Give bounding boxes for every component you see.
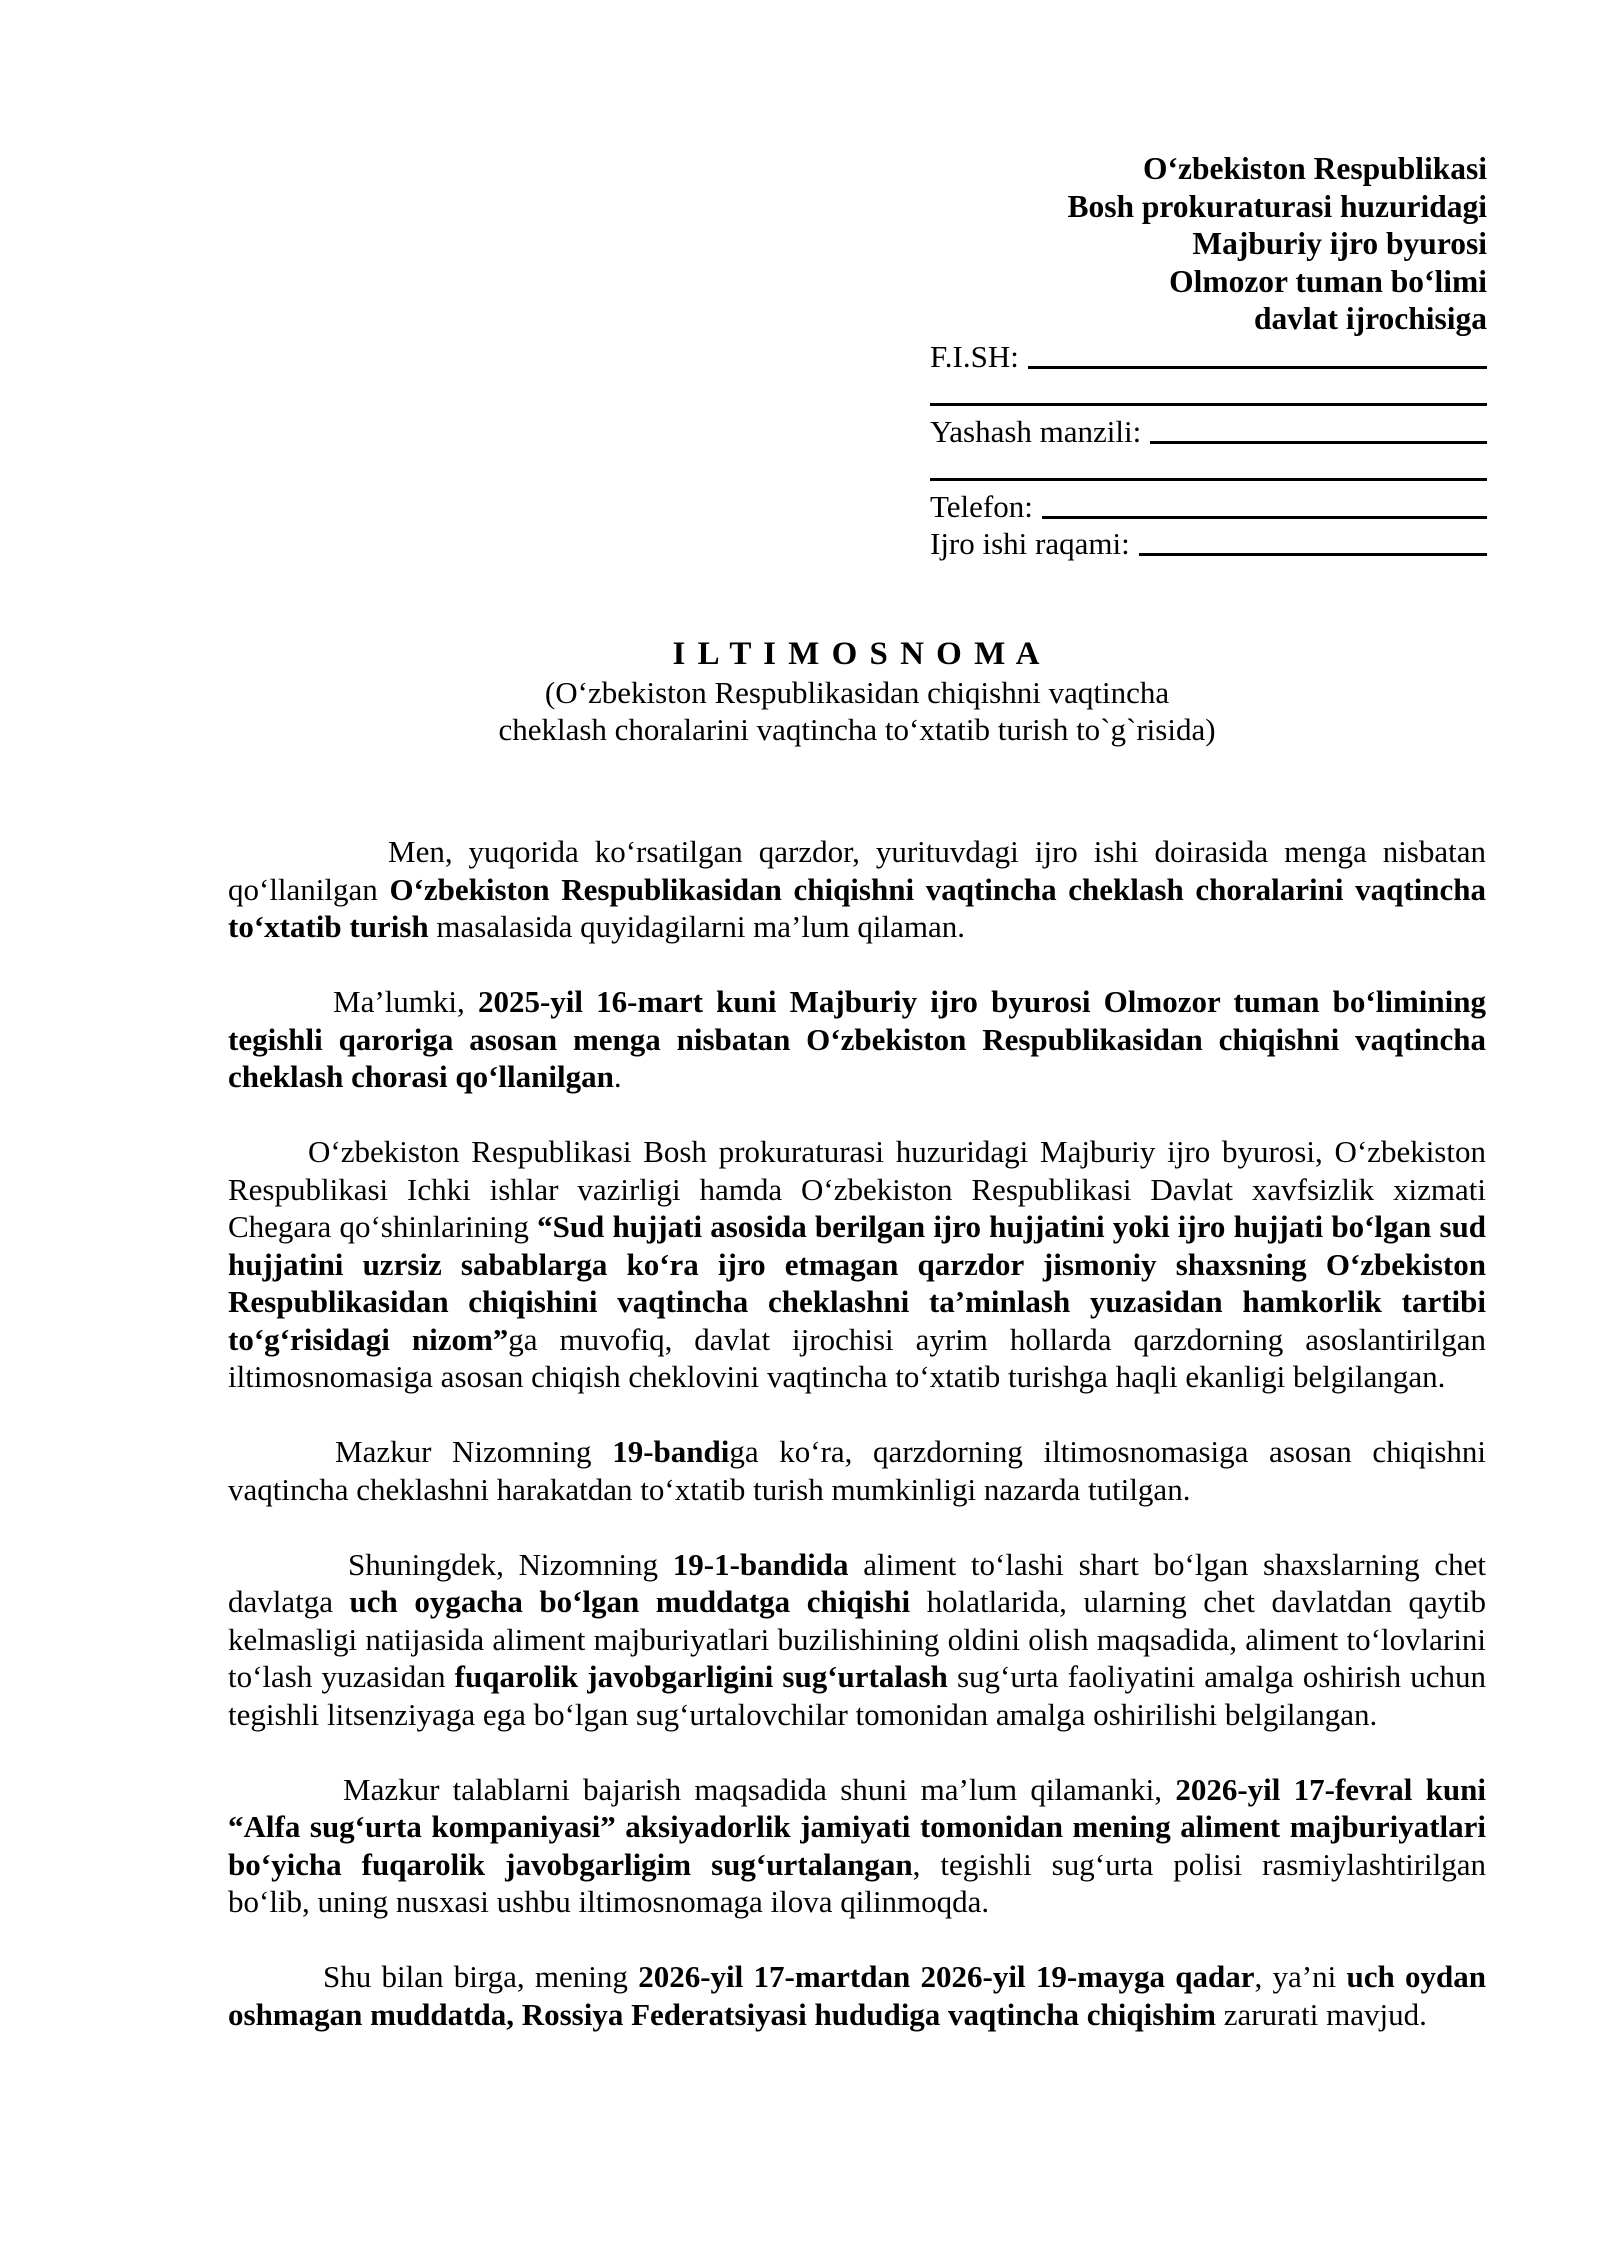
text-run-bold: fuqarolik javobgarligini sug‘urtalash: [454, 1659, 948, 1694]
text-run-bold: 19-1-bandida: [672, 1546, 849, 1582]
field-row: [930, 335, 1487, 373]
field-row: [930, 410, 1487, 448]
title-block: [228, 636, 1486, 749]
field-underline: [930, 478, 1487, 481]
field-underline: [930, 403, 1487, 406]
text-run: O‘zbekiston Respublikasi Bosh prokuraturasi huzuridagi Majburiy ijro byurosi, O‘zbekiston Respublikasi Ichki ishlar vazirligi hamda O‘zbekiston Respublikasi Davlat xavfsizlik xizmati Chegara qo‘shinlarining: [228, 1134, 1486, 1244]
text-run-bold: uch oydan oshmagan muddatda, Rossiya Federatsiyasi hududiga vaqtincha chiqishim: [228, 1959, 1486, 2032]
text-run-bold: 19-bandi: [612, 1434, 730, 1469]
text-run-bold: 2025-yil 16-mart kuni Majburiy ijro byurosi Olmozor tuman bo‘limining tegishli qaroriga asosan menga nisbatan O‘zbekiston Respublikasidan chiqishni vaqtincha cheklash chorasi qo‘llanilgan: [228, 984, 1486, 1094]
field-underline: [1150, 441, 1487, 444]
document-subtitle-line-2: cheklash choralarini vaqtincha to‘xtatib turish to`g`risida): [498, 712, 1216, 747]
field-label: F.I.SH:: [930, 338, 1019, 374]
recipient-line: Olmozor tuman bo‘limi: [1169, 263, 1487, 299]
body-paragraph: [228, 833, 1486, 946]
text-run: , tegishli sug‘urta polisi rasmiylashtirilgan bo‘lib, uning nusxasi ushbu iltimosnomaga ilova qilinmoqda.: [228, 1846, 1486, 1919]
recipient-line: davlat ijrochisiga: [1253, 301, 1487, 336]
field-row: [930, 523, 1487, 561]
field-underline: [1028, 366, 1487, 369]
text-run-bold: 2026-yil 17-martdan 2026-yil 19-mayga qadar: [638, 1959, 1255, 1994]
text-run: sug‘urta faoliyatini amalga oshirish uchun tegishli litsenziyaga ega bo‘lgan sug‘urtalovchilar tomonidan amalga oshirilishi belgilangan.: [228, 1659, 1487, 1732]
text-run: , ya’ni: [1254, 1959, 1347, 1994]
text-run: zarurati mavjud.: [1215, 1996, 1427, 2032]
body-paragraph: [228, 1133, 1486, 1396]
recipient-line: Bosh prokuraturasi huzuridagi: [1067, 188, 1487, 224]
body-paragraph: [228, 1771, 1486, 1921]
text-run: ga ko‘ra, qarzdorning iltimosnomasiga asosan chiqishni vaqtincha cheklashni harakatdan to‘xtatib turish mumkinligi nazarda tutilgan.: [228, 1434, 1487, 1507]
document-subtitle-line-1: (O‘zbekiston Respublikasidan chiqishni vaqtincha: [544, 674, 1170, 710]
field-row: [930, 485, 1487, 523]
recipient-line: Majburiy ijro byurosi: [1192, 226, 1487, 261]
field-row: [930, 373, 1487, 411]
text-run: Ma’lumki,: [333, 984, 478, 1019]
text-run-bold: “Sud hujjati asosida berilgan ijro hujjatini yoki ijro hujjati bo‘lgan sud hujjatini uzrsiz sabablarga ko‘ra ijro etmagan qarzdor jismoniy shaxsning O‘zbekiston Respublikasidan chiqishini vaqtincha cheklashni ta’minlash yuzasidan hamkorlik tartibi to‘g‘risidagi nizom”: [228, 1209, 1487, 1357]
field-underline: [1042, 516, 1487, 519]
text-run: Mazkur talablarni bajarish maqsadida shuni ma’lum qilamanki,: [343, 1771, 1176, 1807]
document-body: [228, 833, 1486, 2071]
body-paragraph: [228, 1958, 1486, 2033]
body-paragraph: [228, 1433, 1486, 1508]
text-run: Shuningdek, Nizomning: [348, 1546, 673, 1582]
field-label: Ijro ishi raqami:: [930, 526, 1130, 561]
text-run: Mazkur Nizomning: [335, 1434, 613, 1469]
text-run: Shu bilan birga, mening: [323, 1959, 639, 1994]
text-run: Men, yuqorida ko‘rsatilgan qarzdor, yurituvdagi ijro ishi doirasida menga nisbatan qo‘llanilgan: [228, 834, 1486, 907]
text-run: holatlarida, ularning chet davlatdan qaytib kelmasligi natijasida aliment majburiyatlari buzilishining oldini olish maqsadida, aliment to‘lovlarini to‘lash yuzasidan: [228, 1584, 1486, 1694]
recipient-line: O‘zbekiston Respublikasi: [1143, 151, 1487, 186]
text-run: ga muvofiq, davlat ijrochisi ayrim hollarda qarzdorning asoslantirilgan iltimosnomasiga asosan chiqish cheklovini vaqtincha to‘xtatib turishga haqli ekanligi belgilangan.: [228, 1321, 1486, 1394]
body-paragraph: [228, 1546, 1486, 1734]
text-run-bold: O‘zbekiston Respublikasidan chiqishni vaqtincha cheklash choralarini vaqtincha to‘xtatib turish: [228, 871, 1486, 944]
field-label: Yashash manzili:: [930, 413, 1142, 449]
text-run: .: [613, 1059, 622, 1094]
recipient-block: [1067, 150, 1487, 338]
field-row: [930, 448, 1487, 486]
document-title: I L T I M O S N O M A: [672, 636, 1042, 672]
header-fields: [930, 335, 1487, 560]
body-paragraph: [228, 983, 1486, 1096]
text-run: masalasida quyidagilarni ma’lum qilaman.: [428, 909, 965, 944]
field-underline: [1139, 553, 1487, 556]
text-run-bold: 2026-yil 17-fevral kuni “Alfa sug‘urta kompaniyasi” aksiyadorlik jamiyati tomonidan mening aliment majburiyatlari bo‘yicha fuqarolik javobgarligim sug‘urtalangan: [228, 1771, 1486, 1882]
text-run-bold: uch oygacha bo‘lgan muddatga chiqishi: [349, 1584, 911, 1619]
text-run: aliment to‘lashi shart bo‘lgan shaxslarning chet davlatga: [228, 1546, 1486, 1619]
field-label: Telefon:: [930, 488, 1033, 524]
